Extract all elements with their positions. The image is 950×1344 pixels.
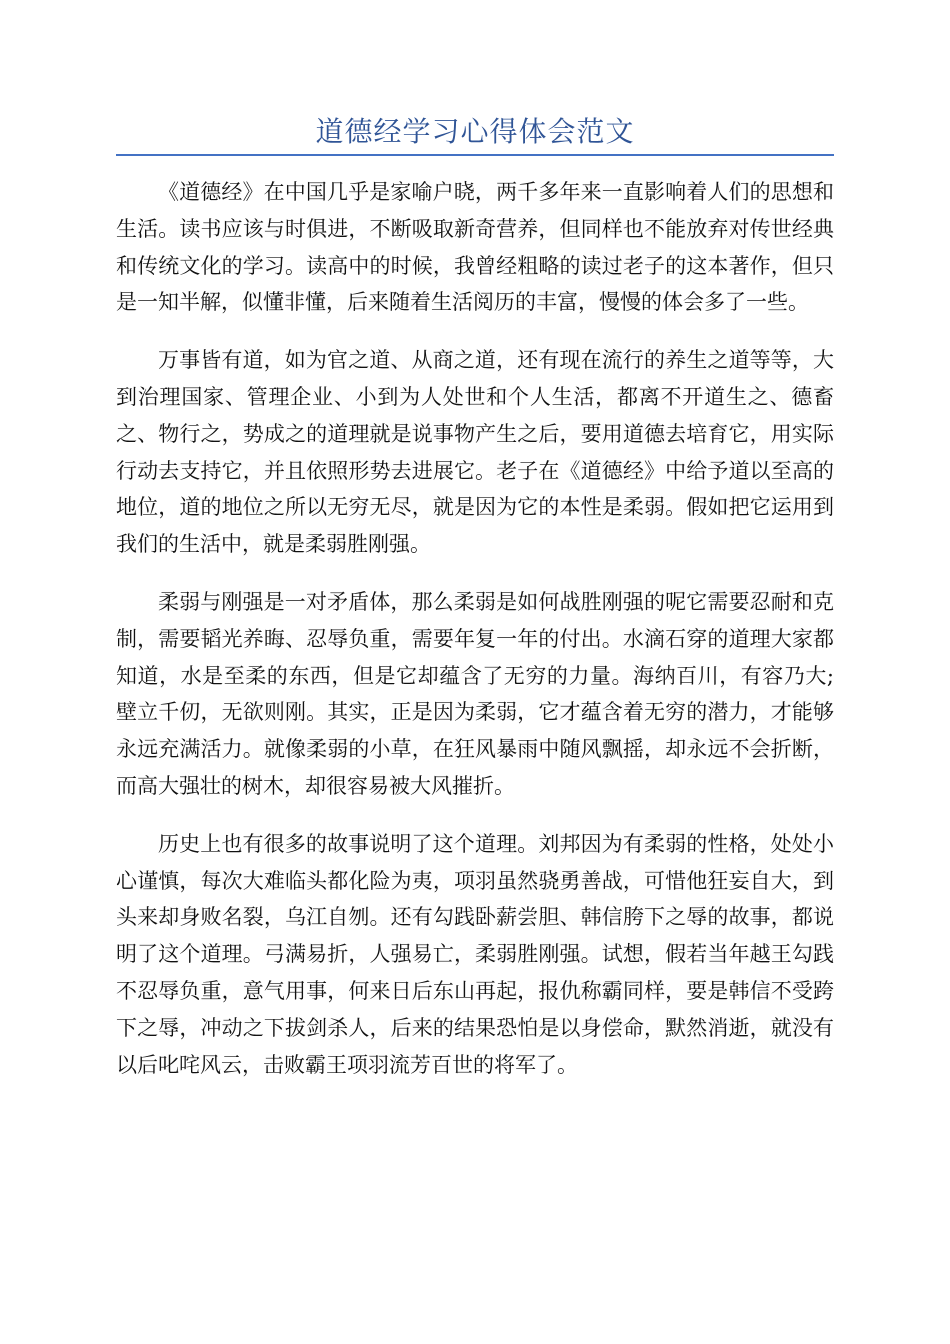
paragraph-2: 万事皆有道，如为官之道、从商之道，还有现在流行的养生之道等等，大到治理国家、管理企业、小到为人处世和个人生活，都离不开道生之、德畜之、物行之，势成之的道理就是说事物产生之后，要用道德去培育它，用实际行动去支持它，并且依照形势去进展它。老子在《道德经》中给予道以至高的地位，道的地位之所以无穷无尽，就是因为它的本性是柔弱。假如把它运用到我们的生活中，就是柔弱胜刚强。	[116, 348, 834, 557]
document-body	[116, 174, 834, 1104]
page-title: 道德经学习心得体会范文	[315, 115, 635, 148]
paragraph-3: 柔弱与刚强是一对矛盾体，那么柔弱是如何战胜刚强的呢它需要忍耐和克制，需要韬光养晦、忍辱负重，需要年复一年的付出。水滴石穿的道理大家都知道，水是至柔的东西，但是它却蕴含了无穷的力量。海纳百川，有容乃大;壁立千仞，无欲则刚。其实，正是因为柔弱，它才蕴含着无穷的潜力，才能够永远充满活力。就像柔弱的小草，在狂风暴雨中随风飘摇，却永远不会折断，而高大强壮的树木，却很容易被大风摧折。	[116, 589, 834, 798]
title-underline	[116, 154, 834, 156]
paragraph-4: 历史上也有很多的故事说明了这个道理。刘邦因为有柔弱的性格，处处小心谨慎，每次大难临头都化险为夷，项羽虽然骁勇善战，可惜他狂妄自大，到头来却身败名裂，乌江自刎。还有勾践卧薪尝胆、韩信胯下之辱的故事，都说明了这个道理。弓满易折，人强易亡，柔弱胜刚强。试想，假若当年越王勾践不忍辱负重，意气用事，何来日后东山再起，报仇称霸同样，要是韩信不受跨下之辱，冲动之下拔剑杀人，后来的结果恐怕是以身偿命，默然消逝，就没有以后叱咤风云，击败霸王项羽流芳百世的将军了。	[116, 831, 834, 1077]
paragraph-1: 《道德经》在中国几乎是家喻户晓，两千多年来一直影响着人们的思想和生活。读书应该与时俱进，不断吸取新奇营养，但同样也不能放弃对传世经典和传统文化的学习。读高中的时候，我曾经粗略的读过老子的这本著作，但只是一知半解，似懂非懂，后来随着生活阅历的丰富，慢慢的体会多了一些。	[116, 180, 834, 315]
